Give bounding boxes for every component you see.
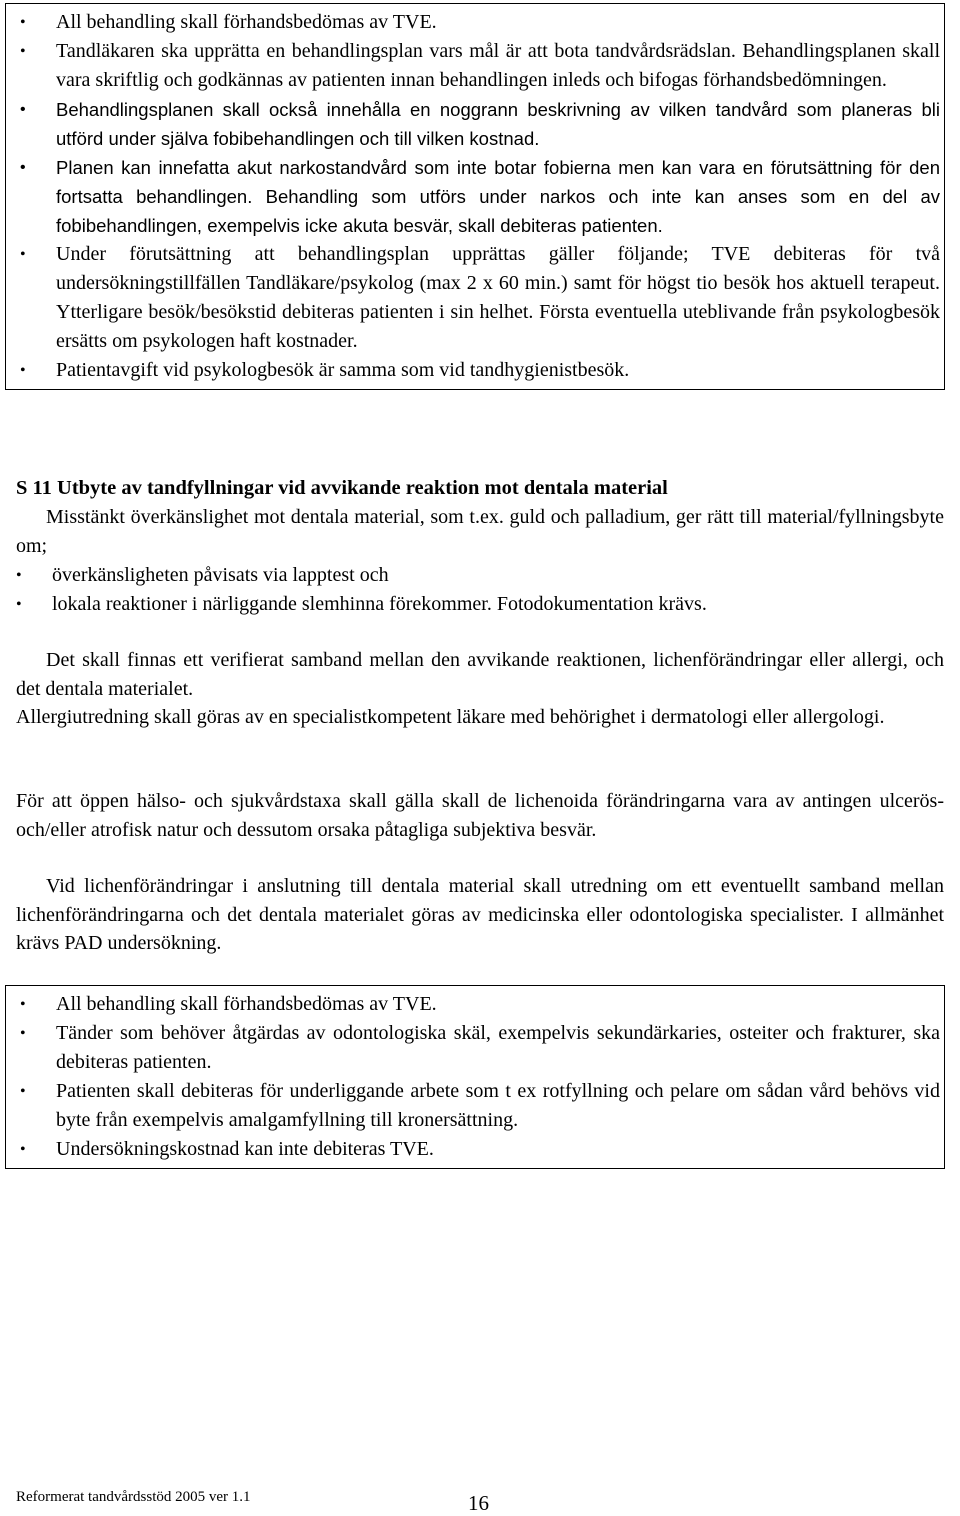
bullet-icon: • [20,362,26,379]
list-item: • Tandläkaren ska upprätta en behandlingsplan vars mål är att bota tandvårdsrädslan. Behandlingsplanen skall vara skriftlig och godkännas av patienten innan behandlingen inleds och bifogas förhandsbedömningen. [12,37,940,95]
bullet-icon: • [20,1141,26,1158]
bottom-info-box [5,985,945,1169]
top-info-box [5,3,945,390]
bullet-icon: • [20,246,26,263]
top-bullet-list [12,8,940,385]
list-item: • All behandling skall förhandsbedömas av TVE. [12,990,940,1019]
list-item: • Tänder som behöver åtgärdas av odontologiska skäl, exempelvis sekundärkaries, osteiter och frakturer, ska debiteras patienten. [12,1019,940,1077]
list-item: • Behandlingsplanen skall också innehålla en noggrann beskrivning av vilken tandvård som planeras bli utförd under själva fobibehandlingen och till vilken kostnad. [12,95,940,153]
footer-document-title: Reformerat tandvårdsstöd 2005 ver 1.1 [16,1489,251,1505]
paragraph: Allergiutredning skall göras av en specialistkompetent läkare med behörighet i dermatologi eller allergologi. [16,706,885,728]
list-item: • Patienten skall debiteras för underliggande arbete som t ex rotfyllning och pelare om sådan vård behövs vid byte från exempelvis amalgamfyllning till kronersättning. [12,1077,940,1135]
bullet-icon: • [16,596,22,613]
section-heading: S 11 Utbyte av tandfyllningar vid avvikande reaktion mot dentala material [16,477,668,499]
list-item: • lokala reaktioner i närliggande slemhinna förekommer. Fotodokumentation krävs. [16,590,944,619]
list-item: • Patientavgift vid psykologbesök är samma som vid tandhygienistbesök. [12,356,940,385]
bullet-icon: • [16,567,22,584]
bullet-icon: • [20,996,26,1013]
section-intro: Misstänkt överkänslighet mot dentala material, som t.ex. guld och palladium, ger rätt till material/fyllningsbyte om; [16,506,944,557]
list-item: • överkänsligheten påvisats via lapptest och [16,561,944,590]
bullet-icon: • [20,43,26,60]
paragraph: Vid lichenförändringar i anslutning till dentala material skall utredning om ett eventuellt samband mellan lichenförändringarna och det dentala materialet göras av medicinska eller odontologiska specialister. I allmänhet krävs PAD undersökning. [16,875,944,954]
bottom-bullet-list [12,990,940,1164]
page-number: 16 [468,1491,489,1515]
list-item: • Under förutsättning att behandlingsplan upprättas gäller följande; TVE debiteras för två undersökningstillfällen Tandläkare/psykolog (max 2 x 60 min.) samt för högst tio besök hos aktuell terapeut. Ytterligare besök/besökstid debiteras patienten i sin helhet. Första eventuella uteblivande från psykologbesök ersätts om psykologen haft kostnader. [12,240,940,356]
bullet-icon: • [20,1025,26,1042]
list-item: • All behandling skall förhandsbedömas av TVE. [12,8,940,37]
paragraph: Det skall finnas ett verifierat samband mellan den avvikande reaktionen, lichenförändringar eller allergi, och det dentala materialet. [16,649,944,700]
list-item: • Planen kan innefatta akut narkostandvård som inte botar fobierna men kan vara en förutsättning för den fortsatta behandlingen. Behandling som utförs under narkos och inte kan anses som en del av fobibehandlingen, exempelvis icke akuta besvär, skall debiteras patienten. [12,153,940,240]
bullet-icon: • [20,1083,26,1100]
bullet-icon: • [20,159,26,176]
condition-list [16,561,944,619]
bullet-icon: • [20,101,26,118]
list-item: • Undersökningskostnad kan inte debiteras TVE. [12,1135,940,1164]
paragraph: För att öppen hälso- och sjukvårdstaxa skall gälla skall de lichenoida förändringarna vara av antingen ulcerös- och/eller atrofisk natur och dessutom orsaka påtagliga subjektiva besvär. [16,790,944,841]
bullet-icon: • [20,14,26,31]
